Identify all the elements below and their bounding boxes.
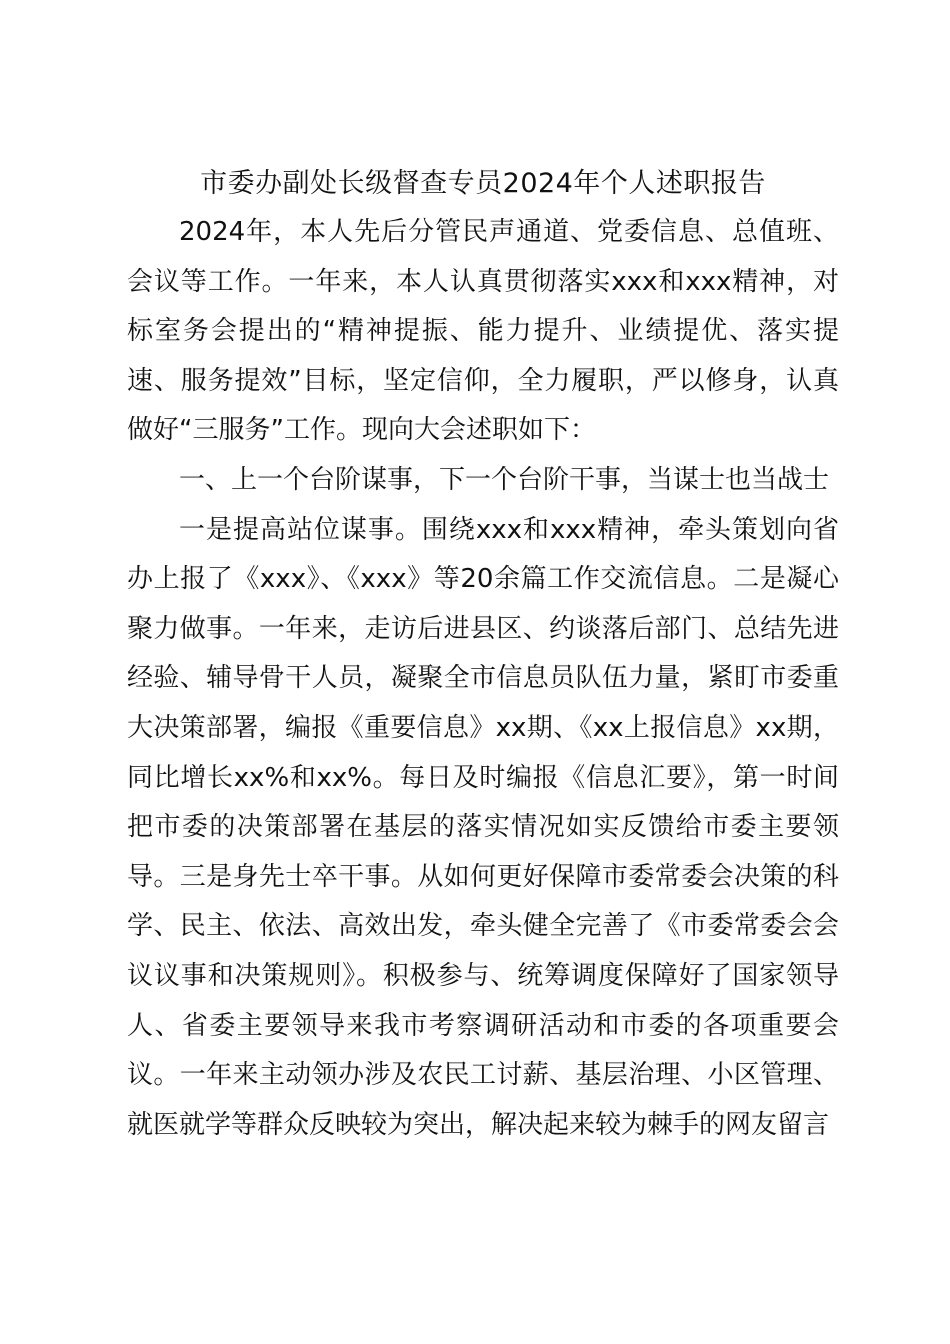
document-title: 市委办副处长级督查专员2024年个人述职报告 xyxy=(200,168,766,199)
document-body xyxy=(127,160,839,1150)
section-1-paragraph: 一是提高站位谋事。围绕xxx和xxx精神，牵头策划向省办上报了《xxx》、《xxx》等20余篇工作交流信息。二是凝心聚力做事。一年来，走访后进县区、约谈落后部门、总结先进经验、辅导骨干人员，凝聚全市信息员队伍力量，紧盯市委重大决策部署，编报《重要信息》xx期、《xx上报信息》xx期，同比增长xx%和xx%。每日及时编报《信息汇要》，第一时间把市委的决策部署在基层的落实情况如实反馈给市委主要领导。三是身先士卒干事。从如何更好保障市委常委会决策的科学、民主、依法、高效出发，牵头健全完善了《市委常委会会议议事和决策规则》。积极参与、统筹调度保障好了国家领导人、省委主要领导来我市考察调研活动和市委的各项重要会议。一年来主动领办涉及农民工讨薪、基层治理、小区管理、就医就学等群众反映较为突出，解决起来较为棘手的网友留言 xyxy=(127,514,839,1140)
intro-paragraph: 2024年，本人先后分管民声通道、党委信息、总值班、会议等工作。一年来，本人认真贯彻落实xxx和xxx精神，对标室务会提出的“精神提振、能力提升、业绩提优、落实提速、服务提效”目标，坚定信仰，全力履职，严以修身，认真做好“三服务”工作。现向大会述职如下： xyxy=(127,217,839,446)
section-1-heading: 一、上一个台阶谋事，下一个台阶干事，当谋士也当战士 xyxy=(179,464,830,495)
